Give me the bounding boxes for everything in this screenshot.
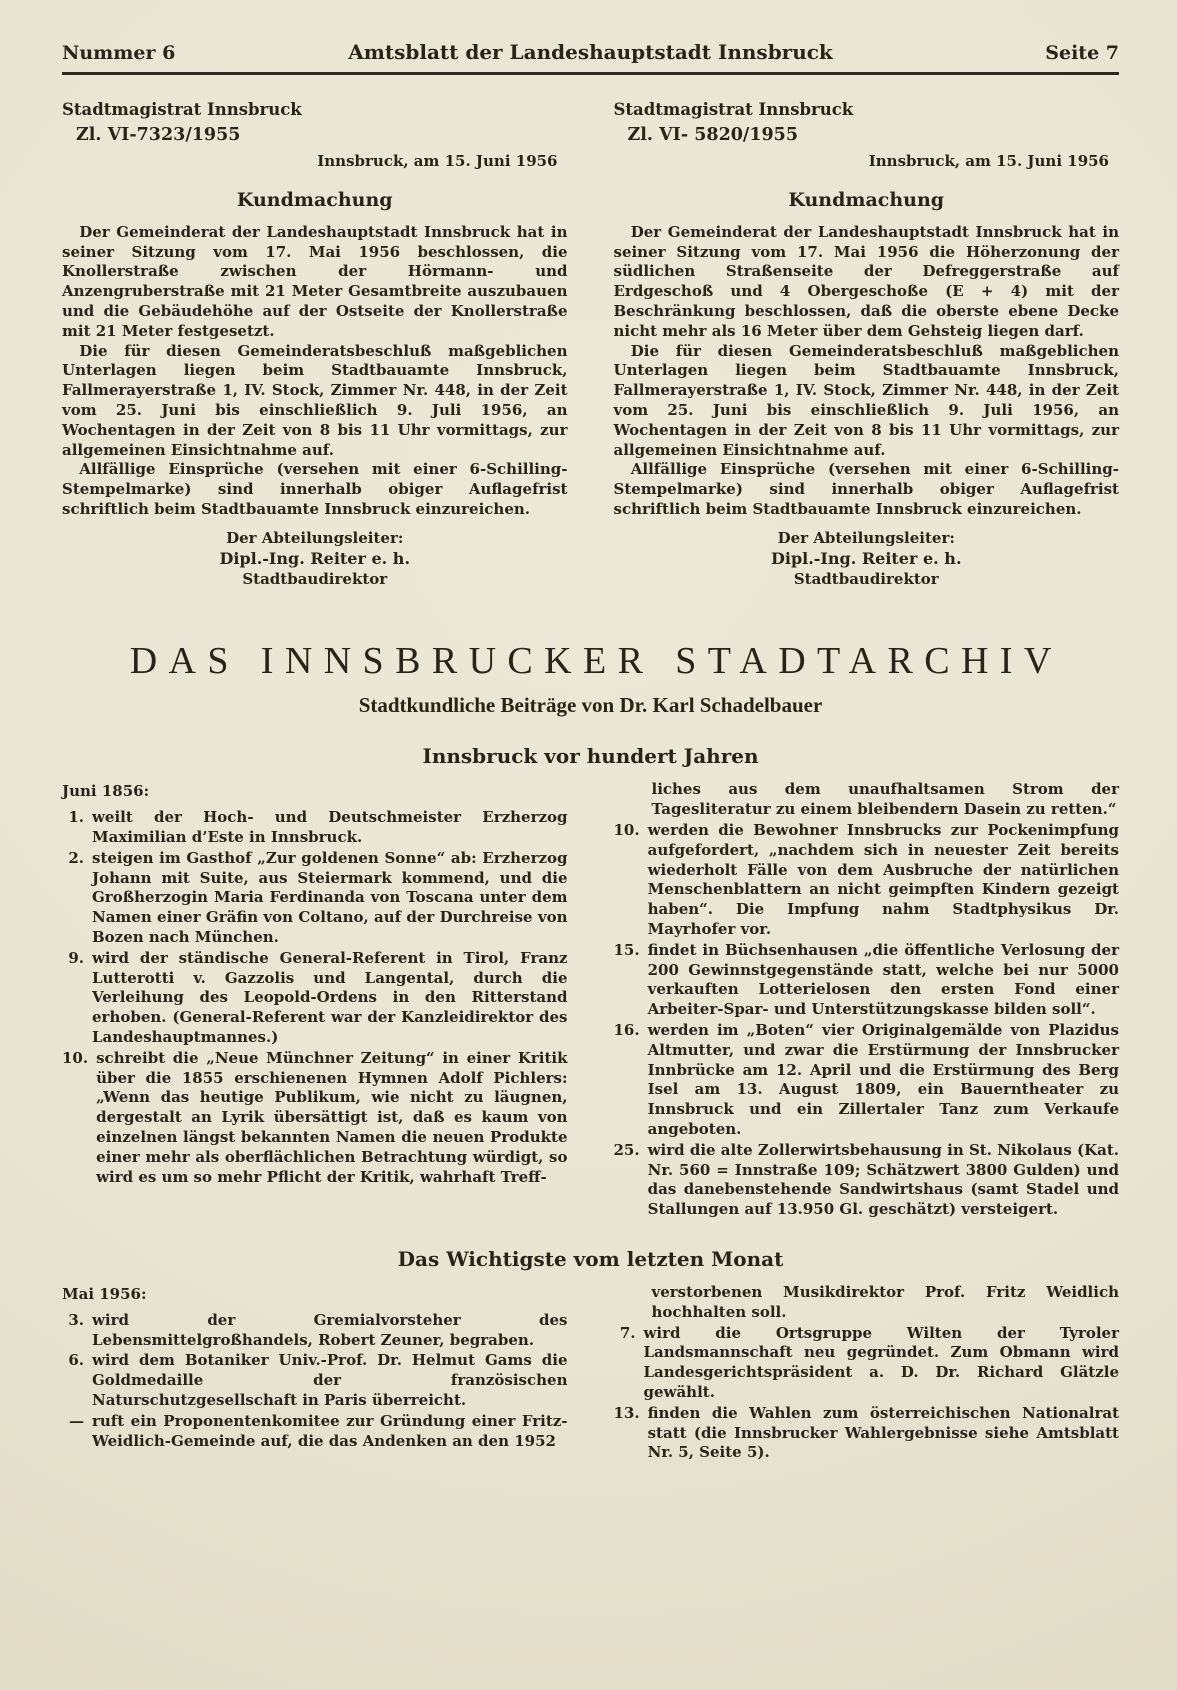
item-text: wird dem Botaniker Univ.-Prof. Dr. Helmut Gams die Goldmedaille der französischen Naturschutzgesellschaft in Paris überreicht.	[92, 1351, 568, 1409]
signoff-role: Der Abteilungsleiter:	[777, 528, 955, 547]
carryover-text: liches aus dem unaufhaltsamen Strom der Tagesliteratur zu einem bleibendern Dasein zu retten.“	[651, 780, 1119, 819]
left-column	[62, 780, 568, 1221]
left-column	[62, 1283, 568, 1464]
gazette-title: Amtsblatt der Landeshauptstadt Innsbruck	[348, 40, 833, 64]
masthead	[62, 40, 1119, 64]
item-text: werden im „Boten“ vier Originalgemälde von Plazidus Altmutter, und zwar die Erstürmung der Innsbrucker Innbrücke am 12. April und die Erstürmung des Berg Isel am 13. August 1809, ein Bauerntheater zu Innsbruck und ein Zillertaler Tanz zum Verkaufe angeboten.	[647, 1020, 1119, 1138]
dateline: Innsbruck, am 15. Juni 1956	[868, 151, 1109, 170]
item-number: 7.	[619, 1323, 636, 1342]
notice-paragraph: Die für diesen Gemeinderatsbeschluß maßgeblichen Unterlagen liegen beim Stadtbauamte Innsbruck, Fallmerayerstraße 1, IV. Stock, Zimmer Nr. 448, in der Zeit vom 25. Juni bis einschließlich 9. Juli 1956, an Wochentagen in der Zeit von 8 bis 11 Uhr vormittags, zur allgemeinen Einsichtnahme auf.	[62, 341, 568, 459]
signoff-block	[614, 529, 1120, 590]
date-label: Mai 1956:	[62, 1284, 147, 1303]
letzter-monat-columns	[62, 1283, 1119, 1464]
list-item	[614, 941, 1120, 1020]
official-notices	[62, 99, 1119, 589]
notice-paragraph: Die für diesen Gemeinderatsbeschluß maßgeblichen Unterlagen liegen beim Stadtbauamte Innsbruck, Fallmerayerstraße 1, IV. Stock, Zimmer Nr. 448, in der Zeit vom 25. Juni bis einschließlich 9. Juli 1956, an Wochentagen in der Zeit von 8 bis 11 Uhr vormittags, zur allgemeinen Einsichtnahme auf.	[613, 341, 1119, 459]
notice-defreggerstrasse	[614, 99, 1120, 589]
item-text: finden die Wahlen zum österreichischen Nationalrat statt (die Innsbrucker Wahlergebnisse siehe Amtsblatt Nr. 5, Seite 5).	[647, 1403, 1119, 1462]
notice-paragraph: Allfällige Einsprüche (versehen mit einer 6-Schilling-Stempelmarke) sind innerhalb obiger Auflagefrist schriftlich beim Stadtbauamte Innsbruck einzureichen.	[613, 460, 1119, 518]
item-number: 2.	[68, 848, 84, 867]
list-item	[62, 1351, 568, 1410]
list-item	[614, 1324, 1120, 1403]
right-column	[614, 780, 1120, 1221]
item-number: —	[69, 1411, 84, 1430]
right-column	[614, 1283, 1120, 1464]
carryover-text: verstorbenen Musikdirektor Prof. Fritz Weidlich hochhalten soll.	[651, 1282, 1119, 1321]
item-number: 3.	[68, 1310, 84, 1329]
hundert-jahre-columns	[62, 780, 1119, 1221]
date-label: Juni 1856:	[62, 782, 150, 801]
section-heading-hundert-jahre: Innsbruck vor hundert Jahren	[422, 744, 759, 769]
item-number: 9.	[68, 948, 84, 967]
item-text: wird die alte Zollerwirtsbehausung in St. Nikolaus (Kat. Nr. 560 = Innstraße 109; Schätzwert 3800 Gulden) und das danebenstehende Sandwirtshaus (samt Stadel und Stallungen auf 13.950 Gl. geschätzt) versteigert.	[647, 1140, 1119, 1219]
list-item	[62, 849, 568, 948]
item-number: 25.	[613, 1140, 640, 1159]
list-item	[62, 949, 568, 1048]
item-text: wird die Ortsgruppe Wilten der Tyroler Landsmannschaft neu gegründet. Zum Obmann wird Landesgerichtspräsident a. D. Dr. Richard Glätzle gewählt.	[643, 1323, 1119, 1401]
item-number: 13.	[613, 1403, 640, 1422]
list-item	[62, 808, 568, 848]
signoff-role: Der Abteilungsleiter:	[226, 528, 404, 547]
item-text: schreibt die „Neue Münchner Zeitung“ in einer Kritik über die 1855 erschienenen Hymnen Adolf Pichlers: „Wenn das heutige Publikum, wie nicht zu läugnen, dergestalt an Lyrik übersättigt ist, daß es kaum von einzelnen längst bekannten Namen die neuen Produkte einer mehr als oberflächlichen Betrachtung würdigt, so wird es um so mehr Pflicht der Kritik, wahrhaft Treff-	[96, 1048, 568, 1186]
section-heading-letzter-monat: Das Wichtigste vom letzten Monat	[397, 1246, 784, 1271]
item-text: ruft ein Proponentenkomitee zur Gründung einer Fritz-Weidlich-Gemeinde auf, die das Andenken an den 1952	[92, 1411, 568, 1450]
item-number: 1.	[68, 808, 84, 827]
notice-heading: Kundmachung	[236, 188, 393, 211]
list-item	[614, 1141, 1120, 1220]
item-number: 6.	[68, 1351, 84, 1370]
office-name: Stadtmagistrat Innsbruck	[62, 100, 302, 119]
notice-paragraph: Der Gemeinderat der Landeshauptstadt Innsbruck hat in seiner Sitzung vom 17. Mai 1956 beschlossen, die Knollerstraße zwischen der Hörmann- und Anzengruberstraße mit 21 Meter Gesamtbreite auszubauen und die Gebäudehöhe auf der Ostseite der Knollerstraße mit 21 Meter festgesetzt.	[62, 222, 568, 340]
masthead-rule	[62, 72, 1119, 75]
signoff-title: Stadtbaudirektor	[793, 569, 939, 588]
file-reference: Zl. VI-7323/1955	[76, 124, 241, 145]
list-item	[614, 821, 1120, 940]
list-item	[614, 1404, 1120, 1463]
stadtarchiv-subtitle: Stadtkundliche Beiträge von Dr. Karl Schadelbauer	[358, 693, 823, 718]
notice-heading: Kundmachung	[788, 188, 945, 211]
item-text: wird der Gremialvorsteher des Lebensmittelgroßhandels, Robert Zeuner, begraben.	[92, 1310, 568, 1349]
notice-knollerstrasse	[62, 99, 568, 589]
list-item	[62, 1311, 568, 1351]
file-reference: Zl. VI- 5820/1955	[627, 124, 799, 145]
dateline: Innsbruck, am 15. Juni 1956	[317, 151, 558, 170]
item-text: weilt der Hoch- und Deutschmeister Erzherzog Maximilian d’Este in Innsbruck.	[92, 808, 568, 846]
item-number: 15.	[613, 940, 640, 959]
signoff-name: Dipl.-Ing. Reiter e. h.	[219, 549, 411, 569]
signoff-title: Stadtbaudirektor	[242, 569, 388, 588]
signoff-name: Dipl.-Ing. Reiter e. h.	[770, 549, 962, 569]
stadtarchiv-section	[62, 639, 1119, 1464]
item-text: findet in Büchsenhausen „die öffentliche Verlosung der 200 Gewinnstgegenstände statt, welche bei nur 5000 verkauften Lotterielosen den ersten Fond einer Arbeiter-Spar- und Unterstützungskasse bilden soll“.	[647, 940, 1119, 1019]
item-text: wird der ständische General-Referent in Tirol, Franz Lutterotti v. Gazzolis und Langental, durch die Verleihung des Leopold-Ordens in den Ritterstand erhoben. (General-Referent war der Kanzleidirektor des Landeshauptmannes.)	[92, 948, 568, 1046]
notice-paragraph: Der Gemeinderat der Landeshauptstadt Innsbruck hat in seiner Sitzung vom 17. Mai 1956 die Höherzonung der südlichen Straßenseite der Defreggerstraße auf Erdgeschoß und 4 Obergeschoße (E + 4) mit der Beschränkung beschlossen, daß die oberste ebene Decke nicht mehr als 16 Meter über dem Gehsteig liegen darf.	[613, 222, 1119, 340]
list-item	[62, 1049, 568, 1188]
stadtarchiv-title: DAS INNSBRUCKER STADTARCHIV	[129, 640, 1063, 683]
page-number: Seite 7	[1045, 42, 1119, 64]
item-number: 10.	[613, 820, 640, 839]
signoff-block	[62, 529, 568, 590]
item-number: 10.	[62, 1048, 89, 1067]
issue-number: Nummer 6	[62, 42, 176, 64]
list-item	[62, 1412, 568, 1452]
item-text: steigen im Gasthof „Zur goldenen Sonne“ ab: Erzherzog Johann mit Suite, aus Steiermark kommend, und die Großherzogin Maria Ferdinanda von Toscana unter dem Namen einer Gräfin von Coltano, auf der Durchreise von Bozen nach München.	[92, 848, 568, 946]
notice-paragraph: Allfällige Einsprüche (versehen mit einer 6-Schilling-Stempelmarke) sind innerhalb obiger Auflagefrist schriftlich beim Stadtbauamte Innsbruck einzureichen.	[62, 460, 568, 518]
list-item	[614, 1021, 1120, 1140]
item-number: 16.	[613, 1020, 640, 1039]
office-name: Stadtmagistrat Innsbruck	[613, 100, 854, 119]
item-text: werden die Bewohner Innsbrucks zur Pockenimpfung aufgefordert, „nachdem sich in neuester Zeit bereits wiederholt Fälle von dem Ausbruche der natürlichen Menschenblattern an nicht geimpften Kindern gezeigt haben“. Die Impfung nahm Stadtphysikus Dr. Mayrhofer vor.	[647, 820, 1119, 938]
